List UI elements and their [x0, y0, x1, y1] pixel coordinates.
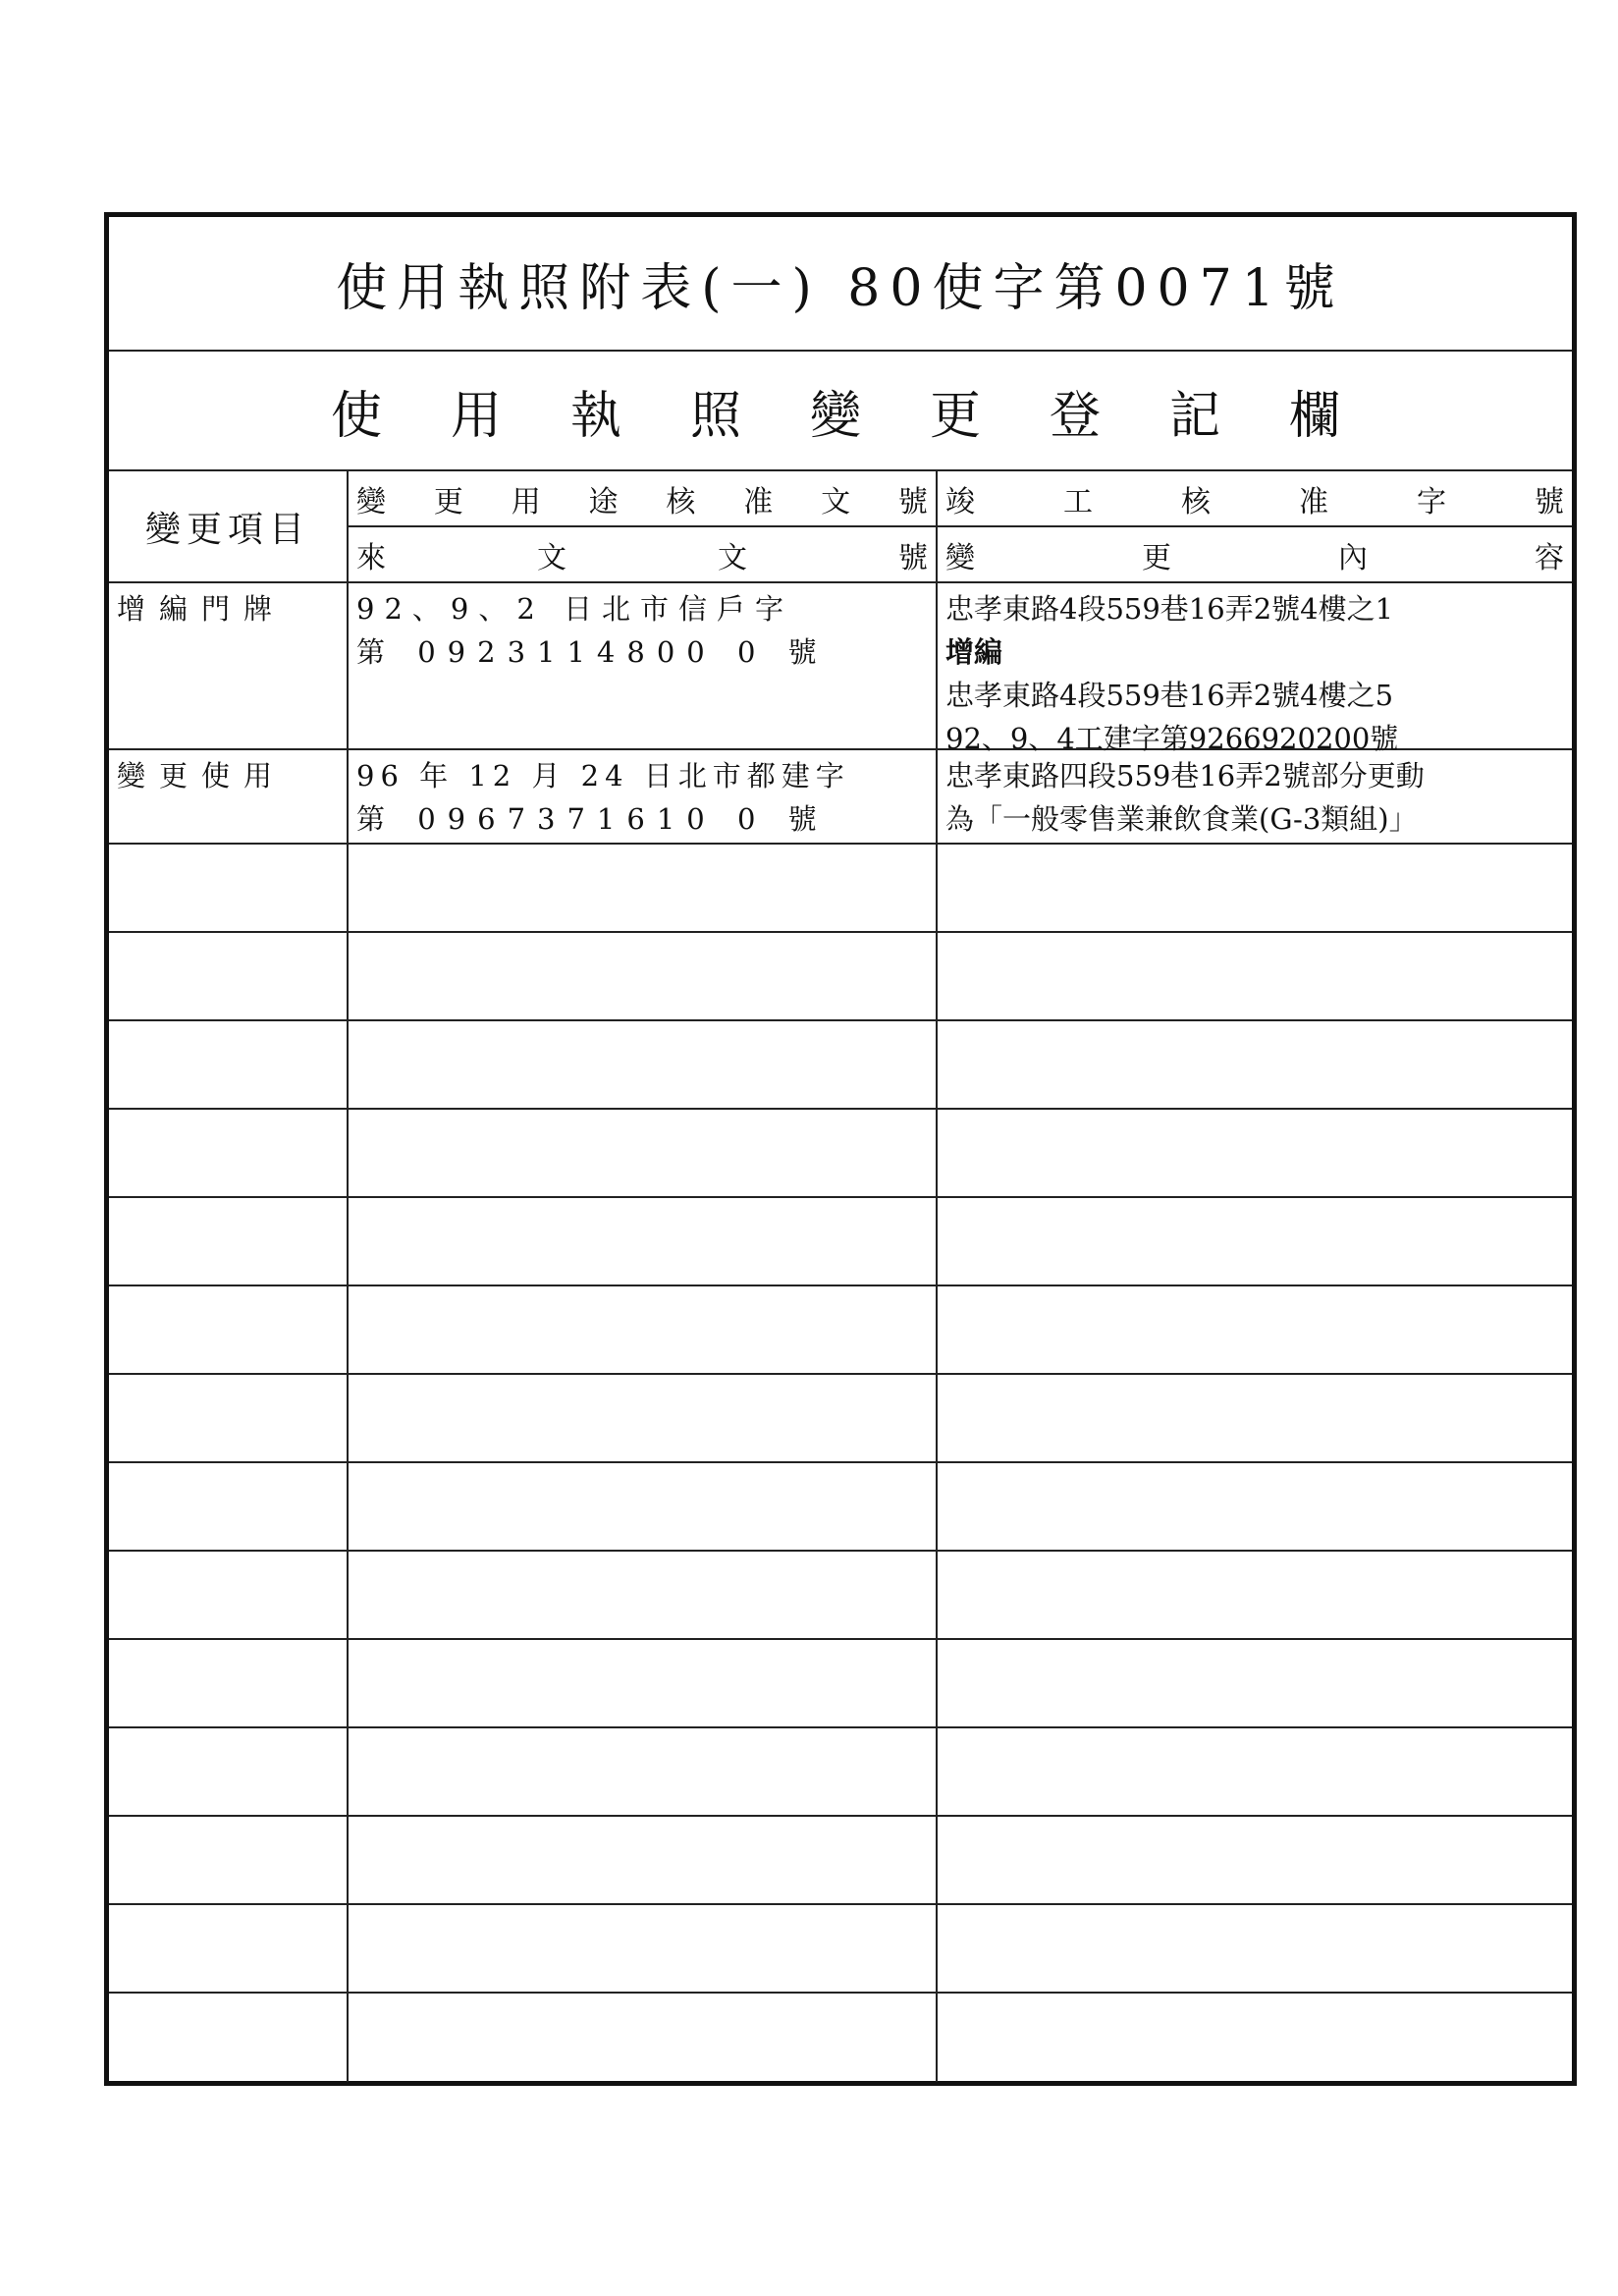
empty-cell	[938, 1375, 1572, 1461]
header-change-item: 變更項目	[109, 471, 349, 583]
empty-cell	[938, 1640, 1572, 1726]
header-completion-no	[938, 471, 1572, 527]
empty-cell	[349, 1640, 938, 1726]
empty-cell	[349, 1817, 938, 1903]
content-line: 為「一般零售業兼飲食業(G-3類組)」	[945, 802, 1418, 836]
empty-cell	[349, 1375, 938, 1461]
empty-cell	[109, 1021, 349, 1108]
empty-cell	[938, 1110, 1572, 1196]
empty-cell	[349, 1286, 938, 1373]
empty-cell	[349, 1110, 938, 1196]
table-row	[109, 583, 1572, 755]
form-title: 使用執照附表(一) 80使字第0071號	[109, 217, 1572, 352]
doc-line: 96 年 12 月 24 日北市都建字	[356, 759, 850, 793]
header-change-content-label: 變 更 內 容	[945, 540, 1564, 575]
empty-cell	[109, 1817, 349, 1903]
empty-table-row	[109, 1640, 1572, 1728]
empty-table-row	[109, 1994, 1572, 2082]
empty-cell	[109, 1994, 349, 2082]
row-item	[109, 750, 349, 843]
empty-cell	[109, 1463, 349, 1550]
table-row	[109, 750, 1572, 845]
empty-cell	[109, 1552, 349, 1638]
empty-cell	[109, 1375, 349, 1461]
empty-cell	[938, 1021, 1572, 1108]
empty-cell	[109, 1728, 349, 1815]
row-item-label: 變更使用	[117, 759, 287, 793]
change-registration-form	[104, 212, 1577, 2086]
empty-cell	[938, 1463, 1572, 1550]
empty-table-row	[109, 933, 1572, 1021]
empty-cell	[349, 1021, 938, 1108]
empty-cell	[109, 1198, 349, 1285]
header-completion-no-label: 竣 工 核 准 字 號	[945, 484, 1564, 519]
empty-table-row	[109, 1817, 1572, 1905]
empty-table-row	[109, 1198, 1572, 1286]
empty-cell	[349, 1552, 938, 1638]
empty-table-row	[109, 1905, 1572, 1994]
empty-cell	[938, 1286, 1572, 1373]
row-doc-number	[349, 750, 938, 843]
empty-cell	[938, 933, 1572, 1019]
empty-cell	[109, 845, 349, 931]
content-line: 忠孝東路4段559巷16弄2號4樓之1	[945, 592, 1394, 626]
empty-cell	[349, 1198, 938, 1285]
empty-cell	[109, 933, 349, 1019]
empty-table-row	[109, 845, 1572, 933]
empty-cell	[109, 1286, 349, 1373]
form-subtitle: 使用執照變更登記欄	[109, 352, 1572, 471]
empty-table-row	[109, 1728, 1572, 1817]
empty-table-row	[109, 1552, 1572, 1640]
empty-cell	[938, 1905, 1572, 1992]
content-line: 增編	[945, 635, 1003, 669]
empty-cell	[938, 1552, 1572, 1638]
empty-cell	[349, 1728, 938, 1815]
empty-cell	[109, 1905, 349, 1992]
header-approval-doc	[349, 471, 938, 527]
content-line: 92、9、4工建字第9266920200號	[945, 722, 1399, 755]
empty-table-row	[109, 1463, 1572, 1552]
header-incoming-doc-label: 來 文 文 號	[356, 540, 928, 575]
header-incoming-doc	[349, 527, 938, 583]
empty-cell	[349, 933, 938, 1019]
empty-cell	[938, 1198, 1572, 1285]
content-line: 忠孝東路4段559巷16弄2號4樓之5	[945, 679, 1394, 712]
empty-table-row	[109, 1375, 1572, 1463]
empty-cell	[349, 1994, 938, 2082]
header-change-content	[938, 527, 1572, 583]
row-item	[109, 583, 349, 748]
doc-line: 第 0967371610 0 號	[356, 802, 829, 836]
empty-cell	[349, 1905, 938, 1992]
content-line: 忠孝東路四段559巷16弄2號部分更動	[945, 759, 1425, 793]
empty-table-row	[109, 1021, 1572, 1110]
empty-cell	[349, 1463, 938, 1550]
doc-line: 92、9、2 日北市信戶字	[356, 592, 794, 626]
empty-cell	[938, 1994, 1572, 2082]
empty-table-row	[109, 1286, 1572, 1375]
empty-cell	[938, 845, 1572, 931]
row-change-content	[938, 750, 1572, 843]
empty-cell	[109, 1640, 349, 1726]
row-item-label: 增編門牌	[117, 592, 287, 626]
doc-line: 第 0923114800 0 號	[356, 635, 829, 669]
header-approval-doc-label: 變 更 用 途 核 准 文 號	[356, 484, 928, 519]
empty-cell	[109, 1110, 349, 1196]
row-doc-number	[349, 583, 938, 748]
empty-cell	[349, 845, 938, 931]
empty-cell	[938, 1728, 1572, 1815]
empty-table-row	[109, 1110, 1572, 1198]
row-change-content	[938, 583, 1572, 755]
empty-cell	[938, 1817, 1572, 1903]
